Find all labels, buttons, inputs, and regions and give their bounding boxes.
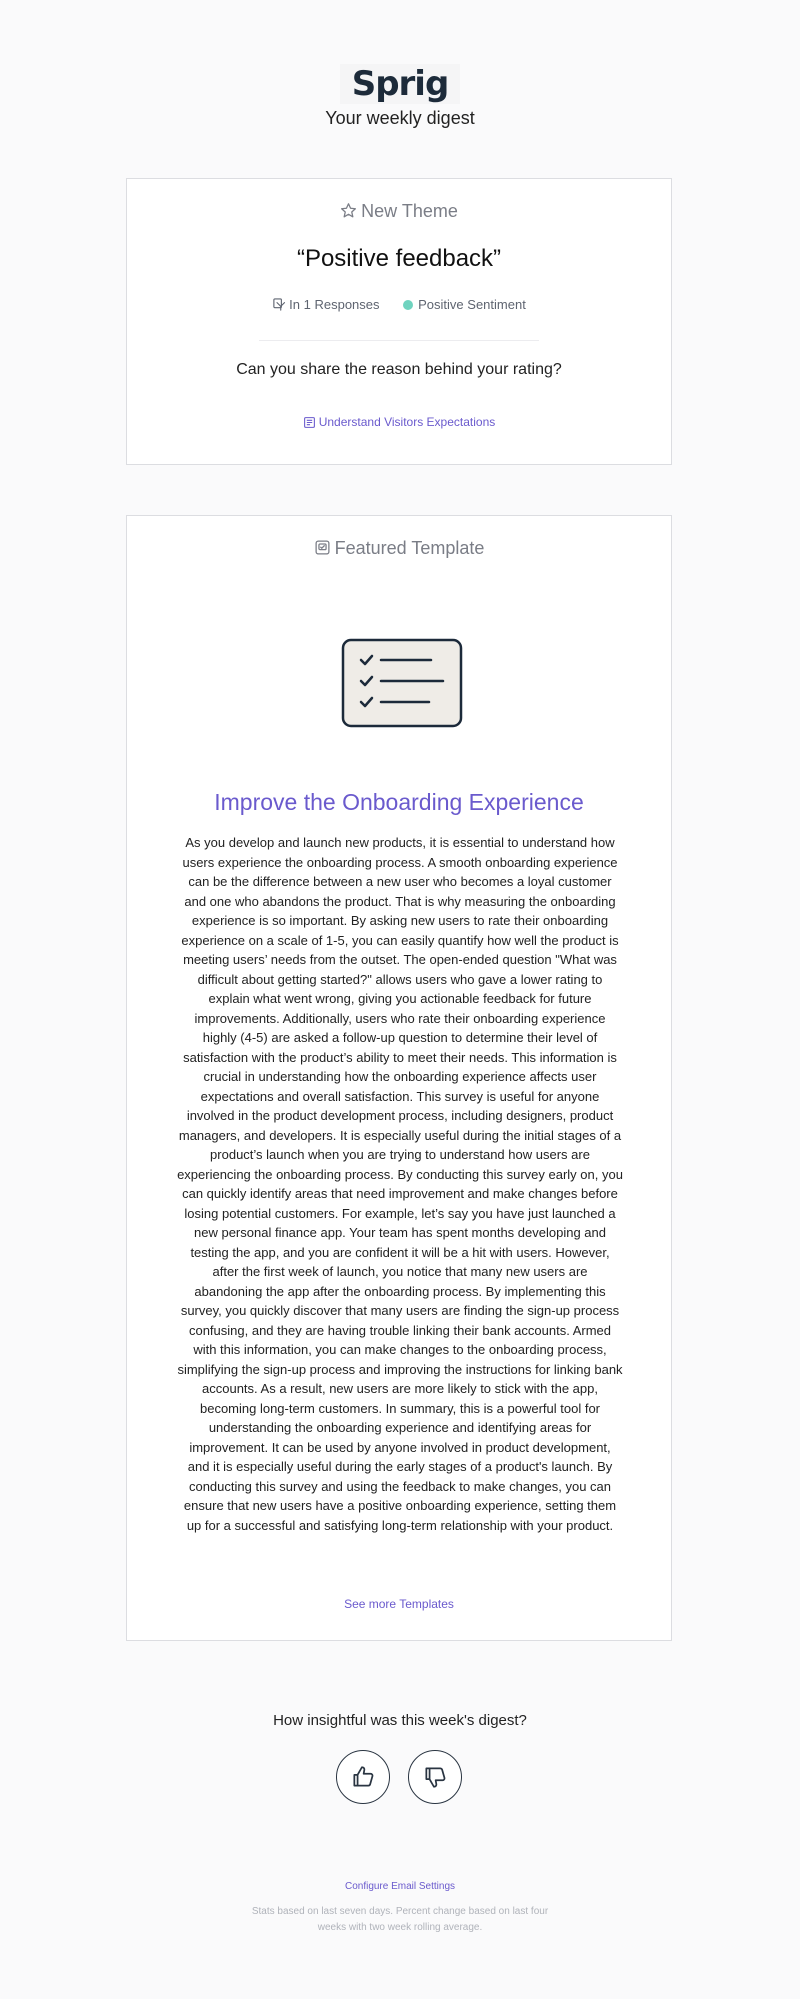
theme-heading-label: New Theme	[361, 201, 458, 221]
theme-card-heading	[127, 201, 671, 222]
sprig-logo[interactable]: Sprig	[340, 64, 461, 104]
stats-footnote: Stats based on last seven days. Percent change based on last four weeks with two week rolling average.	[251, 1906, 549, 1933]
checklist-illustration	[341, 638, 463, 728]
theme-quote: “Positive feedback”	[296, 245, 502, 272]
responses-count	[272, 297, 379, 312]
star-icon	[340, 202, 357, 219]
thumbs-up-button[interactable]	[336, 1750, 390, 1804]
template-title[interactable]: Improve the Onboarding Experience	[214, 789, 584, 815]
survey-icon	[303, 416, 316, 429]
theme-divider	[259, 340, 539, 341]
new-theme-card	[126, 178, 672, 465]
see-more-templates-link[interactable]: See more Templates	[344, 1597, 454, 1611]
thumbs-down-icon	[422, 1764, 448, 1790]
responses-label: In 1 Responses	[289, 297, 380, 312]
logo-area	[0, 64, 800, 104]
configure-email-settings-link[interactable]: Configure Email Settings	[344, 1881, 456, 1892]
sentiment-dot	[403, 300, 413, 310]
sentiment-label: Positive Sentiment	[418, 297, 526, 312]
theme-meta	[127, 297, 671, 312]
thumbs-up-icon	[350, 1764, 376, 1790]
survey-link-label[interactable]: Understand Visitors Expectations	[318, 415, 496, 429]
tagline: Your weekly digest	[325, 108, 475, 128]
featured-template-card	[126, 515, 672, 1641]
survey-question: Can you share the reason behind your rating?	[236, 361, 562, 378]
template-heading-label: Featured Template	[334, 538, 485, 558]
template-icon	[314, 539, 331, 556]
feedback-question: How insightful was this week's digest?	[273, 1712, 527, 1729]
template-card-heading	[127, 538, 671, 559]
responses-icon	[272, 297, 287, 312]
survey-link[interactable]	[127, 415, 671, 429]
thumbs-down-button[interactable]	[408, 1750, 462, 1804]
sentiment-badge	[403, 297, 526, 312]
template-description: As you develop and launch new products, it is essential to understand how users experience the onboarding process. A smooth onboarding experience can be the difference between a new user who becomes a loyal customer and one who abandons the product. That is why measuring the onboarding experience is so important. By asking new users to rate their onboarding experience on a scale of 1-5, you can easily quantify how well the product is meeting users’ needs from the outset. The open-ended question "What was difficult about getting started?" allows users who gave a lower rating to explain what went wrong, giving you actionable feedback for future improvements. Additionally, users who rate their onboarding experience highly (4-5) are asked a follow-up question to determine their level of satisfaction with the product’s ability to meet their needs. This information is crucial in understanding how the onboarding experience affects user expectations and overall satisfaction. This survey is useful for anyone involved in the product development process, including designers, product managers, and developers. It is especially useful during the initial stages of a product’s launch when you are trying to understand how users are experiencing the onboarding process. By conducting this survey early on, you can quickly identify areas that need improvement and make changes before losing potential customers. For example, let’s say you have just launched a new personal finance app. Your team has spent months developing and testing the app, and you are confident it will be a hit with users. However, after the first week of launch, you notice that many new users are abandoning the app after the onboarding process. By implementing this survey, you quickly discover that many users are finding the sign-up process confusing, and they are having trouble linking their bank accounts. Armed with this information, you can make changes to the onboarding process, simplifying the sign-up process and improving the instructions for linking bank accounts. As a result, new users are more likely to stick with the app, becoming long-term customers. In summary, this is a powerful tool for understanding the onboarding experience and identifying areas for improvement. It can be used by anyone involved in product development, and it is especially useful during the early stages of a product's launch. By conducting this survey and using the feedback to make changes, you can ensure that new users have a positive onboarding experience, setting them up for a successful and satisfying long-term relationship with your product.	[177, 835, 623, 1533]
